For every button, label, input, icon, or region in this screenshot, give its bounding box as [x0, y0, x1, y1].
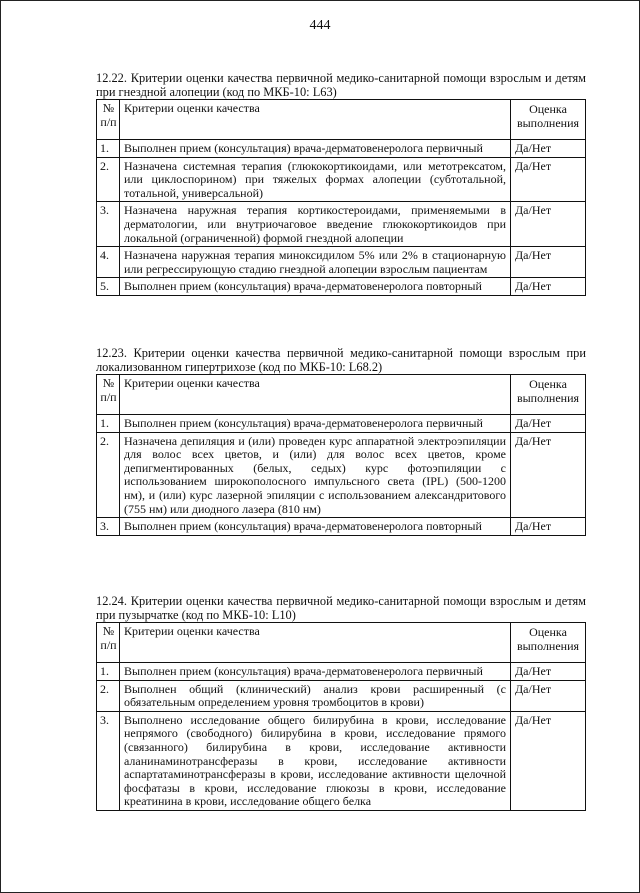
section-12-22: [96, 71, 586, 296]
row-num: 2.: [97, 157, 120, 202]
table-row: [97, 680, 586, 711]
row-num: 2.: [97, 680, 120, 711]
section-title: 12.23. Критерии оценки качества первичной медико-санитарной помощи взрослым при локализованном гипертрихозе (код по МКБ-10: L68.2): [96, 346, 586, 374]
row-score: Да/Нет: [511, 663, 586, 681]
header-criteria: Критерии оценки качества: [120, 623, 511, 663]
table-row: [97, 157, 586, 202]
row-num: 1.: [97, 415, 120, 433]
table-row: [97, 278, 586, 296]
row-score: Да/Нет: [511, 247, 586, 278]
criteria-table: [96, 374, 586, 536]
row-score: Да/Нет: [511, 278, 586, 296]
row-score: Да/Нет: [511, 157, 586, 202]
row-text: Выполнен прием (консультация) врача-дерматовенеролога первичный: [120, 415, 511, 433]
row-score: Да/Нет: [511, 518, 586, 536]
page-number: 444: [309, 18, 331, 33]
row-text: Выполнен прием (консультация) врача-дерматовенеролога повторный: [120, 278, 511, 296]
row-score: Да/Нет: [511, 680, 586, 711]
row-text: Назначена депиляция и (или) проведен курс аппаратной электроэпиляции для волос всех цветов, и (или) для волос всех цветов, кроме депигментированных (белых, седых) курс фотоэпиляции с использованием широкополосного импульсного света (IPL) (500-1200 нм), и (или) курс лазерной эпиляции с использованием александритового (755 нм) или диодного лазера (810 нм): [120, 432, 511, 518]
table-row: [97, 518, 586, 536]
row-num: 1.: [97, 663, 120, 681]
section-12-23: [96, 346, 586, 536]
row-num: 3.: [97, 202, 120, 247]
header-criteria: Критерии оценки качества: [120, 100, 511, 140]
table-row: [97, 663, 586, 681]
table-header-row: [97, 100, 586, 140]
row-score: Да/Нет: [511, 415, 586, 433]
header-num: № п/п: [97, 623, 120, 663]
row-num: 5.: [97, 278, 120, 296]
table-row: [97, 202, 586, 247]
row-num: 1.: [97, 140, 120, 158]
section-12-24: [96, 594, 586, 811]
row-text: Выполнено исследование общего билирубина в крови, исследование непрямого (свободного) билирубина в крови, исследование прямого (связанного) билирубина в крови, исследование активности аланинаминотрансферазы в крови, исследование активности аспартатаминотрансферазы в крови, исследование активности щелочной фосфатазы в крови, исследование глюкозы в крови, исследование креатинина в крови, исследование общего белка: [120, 711, 511, 810]
table-row: [97, 711, 586, 810]
row-text: Назначена наружная терапия кортикостероидами, применяемыми в дерматологии, или внутриочаговое введение глюкокортикоидов при локальной (ограниченной) формой гнездной алопеции: [120, 202, 511, 247]
header-score: Оценка выполнения: [511, 623, 586, 663]
row-score: Да/Нет: [511, 711, 586, 810]
header-criteria: Критерии оценки качества: [120, 375, 511, 415]
table-row: [97, 432, 586, 518]
header-score: Оценка выполнения: [511, 100, 586, 140]
row-score: Да/Нет: [511, 202, 586, 247]
row-text: Назначена системная терапия (глюкокортикоидами, или метотрексатом, или циклоспорином) при тяжелых формах алопеции (субтотальной, тотальной, универсальной): [120, 157, 511, 202]
row-text: Выполнен прием (консультация) врача-дерматовенеролога первичный: [120, 663, 511, 681]
row-score: Да/Нет: [511, 432, 586, 518]
section-title: 12.24. Критерии оценки качества первичной медико-санитарной помощи взрослым и детям при пузырчатке (код по МКБ-10: L10): [96, 594, 586, 622]
criteria-table: [96, 99, 586, 296]
row-score: Да/Нет: [511, 140, 586, 158]
table-header-row: [97, 623, 586, 663]
table-row: [97, 140, 586, 158]
table-row: [97, 415, 586, 433]
row-num: 4.: [97, 247, 120, 278]
header-num: № п/п: [97, 100, 120, 140]
header-num: № п/п: [97, 375, 120, 415]
row-text: Выполнен прием (консультация) врача-дерматовенеролога первичный: [120, 140, 511, 158]
criteria-table: [96, 622, 586, 811]
row-num: 2.: [97, 432, 120, 518]
row-text: Назначена наружная терапия миноксидилом 5% или 2% в стационарную или регрессирующую стадию гнездной алопеции взрослым пациентам: [120, 247, 511, 278]
header-score: Оценка выполнения: [511, 375, 586, 415]
section-title: 12.22. Критерии оценки качества первичной медико-санитарной помощи взрослым и детям при гнездной алопеции (код по МКБ-10: L63): [96, 71, 586, 99]
table-row: [97, 247, 586, 278]
row-num: 3.: [97, 518, 120, 536]
row-num: 3.: [97, 711, 120, 810]
table-header-row: [97, 375, 586, 415]
row-text: Выполнен общий (клинический) анализ крови расширенный (с обязательным определением уровня тромбоцитов в крови): [120, 680, 511, 711]
row-text: Выполнен прием (консультация) врача-дерматовенеролога повторный: [120, 518, 511, 536]
